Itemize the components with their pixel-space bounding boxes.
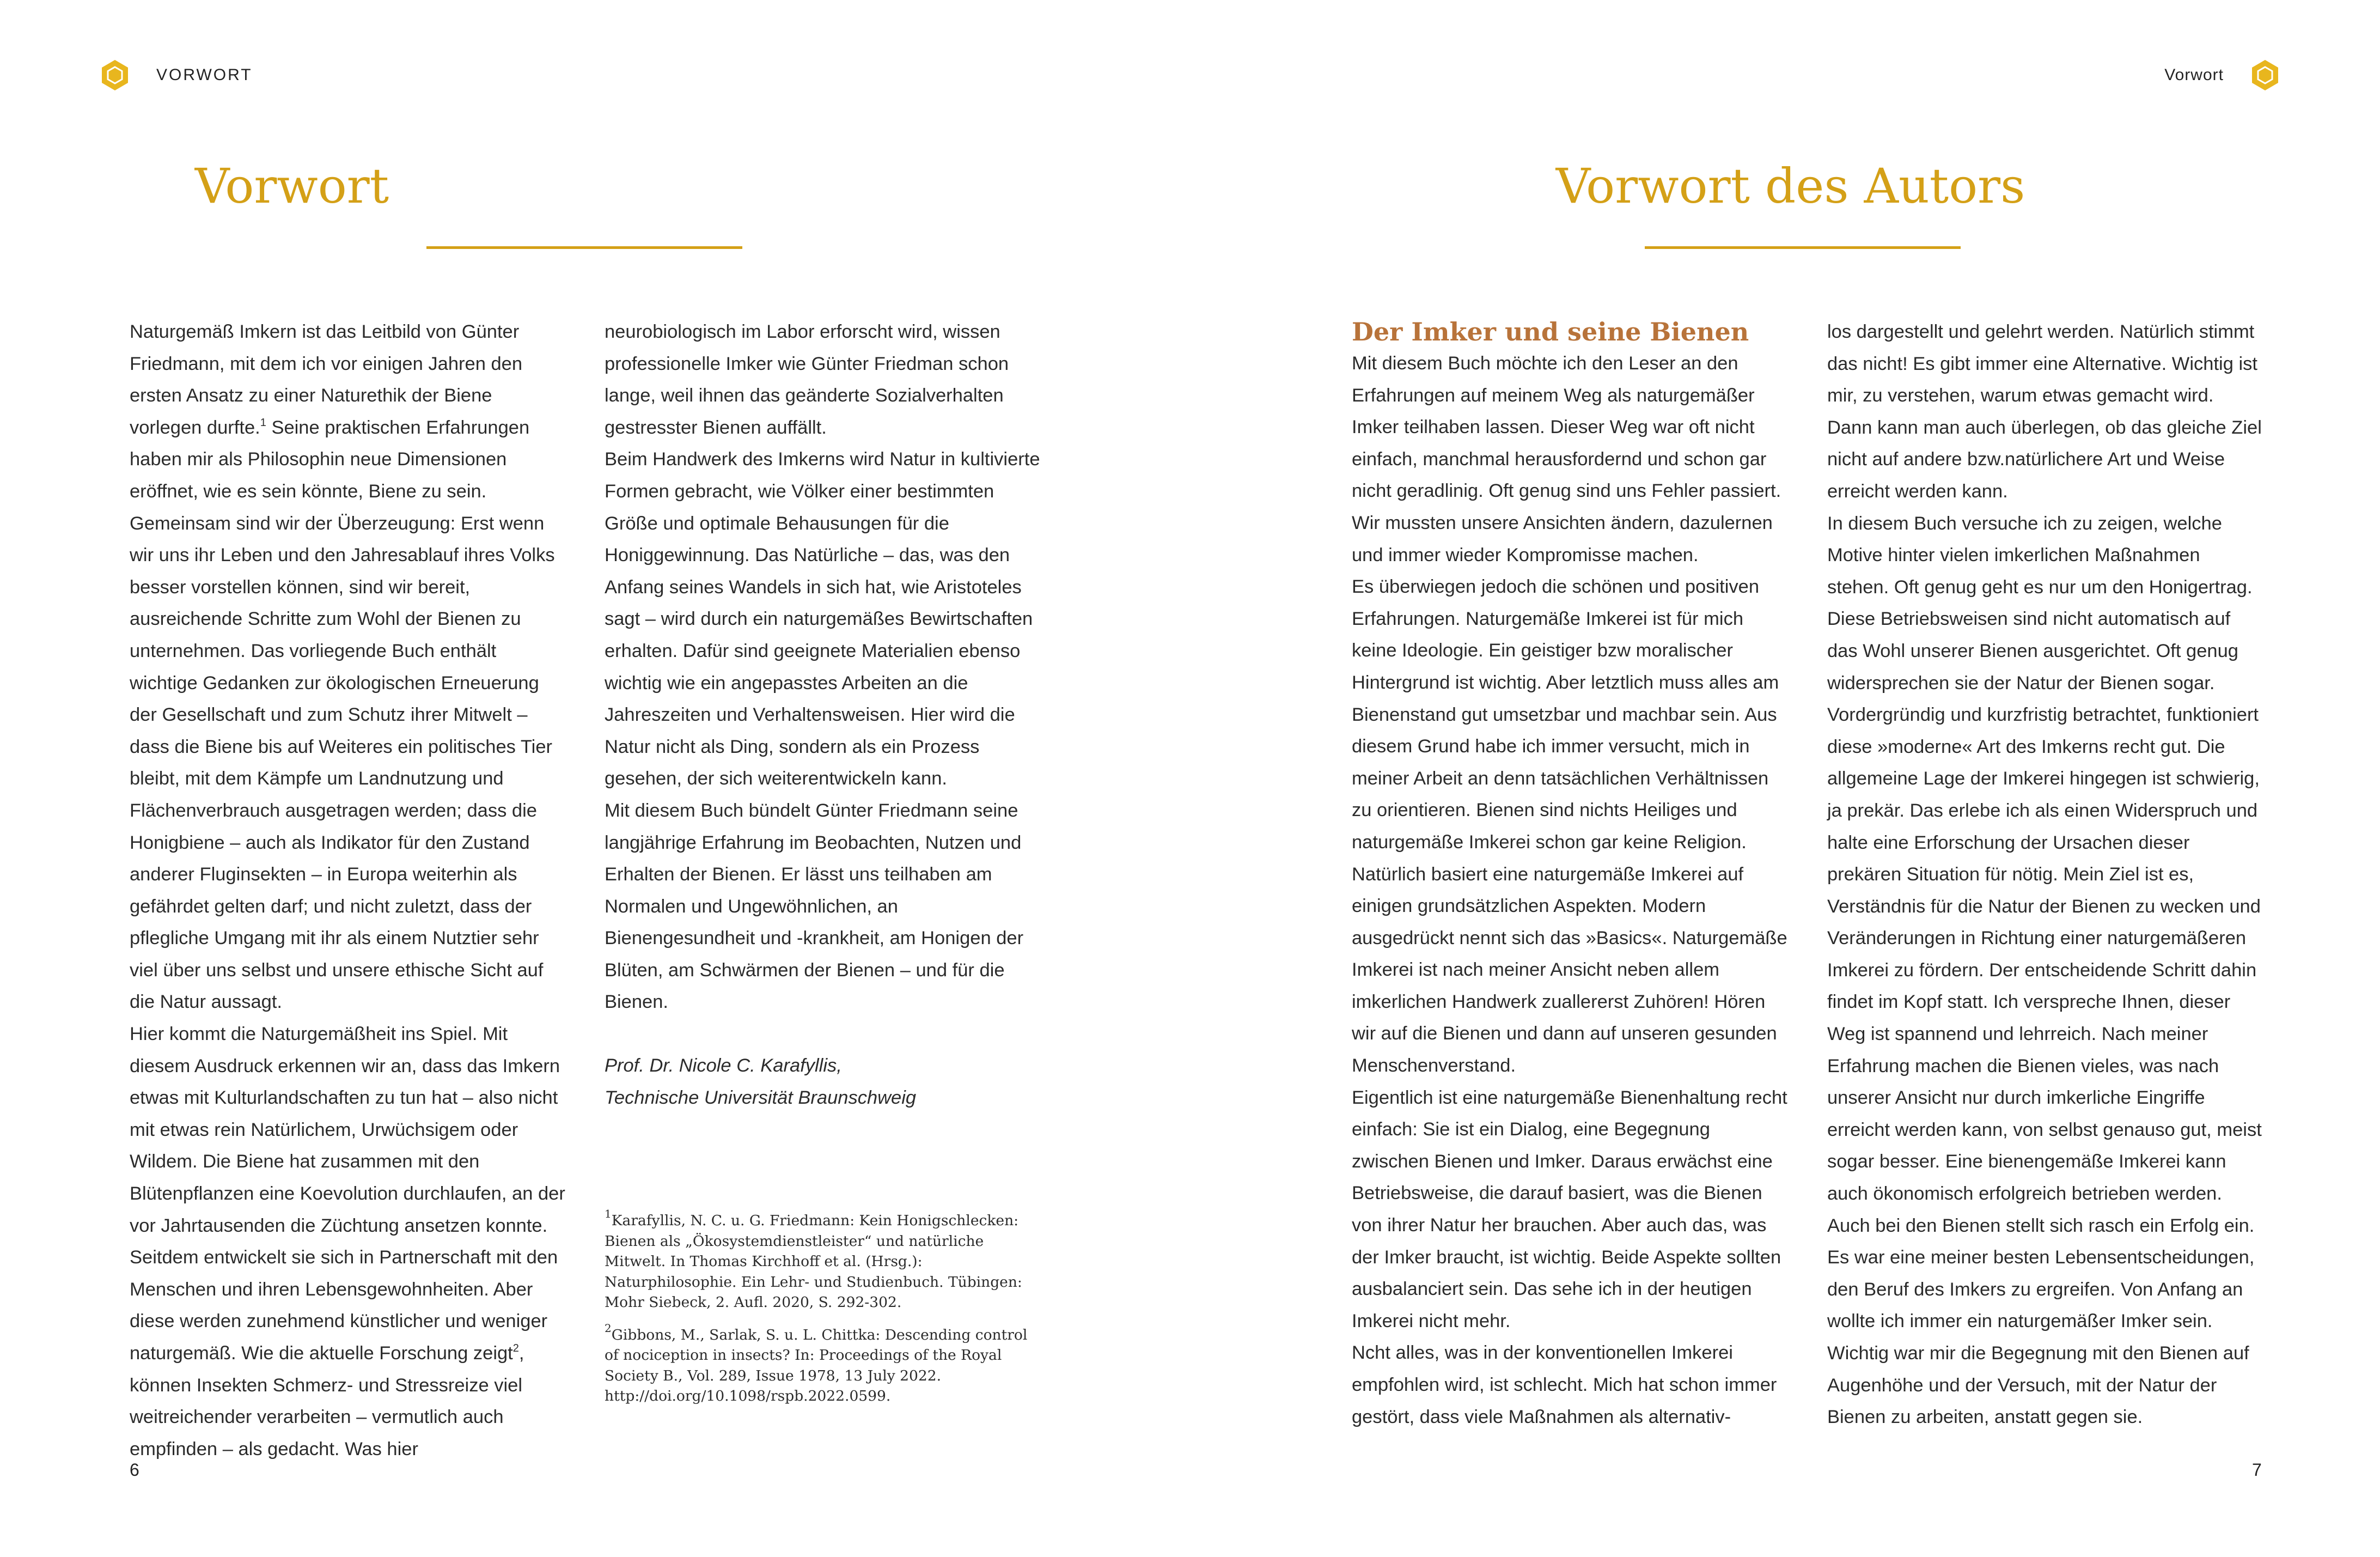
footnote-ref[interactable]: 2 [512,1342,519,1354]
signature [605,1050,1040,1114]
paragraph: los dargestellt und gelehrt werden. Natürlich stimmt das nicht! Es gibt immer eine Alternative. Wichtig ist mir, zu verstehen, warum etwas gemacht wird. Dann kann man auch überlegen, ob das gleiche Ziel nicht auf andere bzw.natürlichere Art und Weise erreicht werden kann. [1827,321,2262,502]
footnote-ref[interactable]: 1 [260,416,266,429]
paragraph: Mit diesem Buch bündelt Günter Friedmann seine langjährige Erfahrung im Beobachten, Nutzen und Erhalten der Bienen. Er lässt uns teilhaben am Normalen und Ungewöhnlichen, an Bienengesundheit und -krankheit, am Honigen der Blüten, am Schwärmen der Bienen – und für die Bienen. [605,800,1024,1013]
running-head-text: Vorwort [2164,66,2224,84]
page-number: 6 [130,1460,139,1480]
paragraph: Ncht alles, was in der konventionellen Imkerei empfohlen wird, ist schlecht. Mich hat schon immer gestört, dass viele Maßnahmen als alternativ- [1352,1342,1777,1427]
paragraph: Auch bei den Bienen stellt sich rasch ein Erfolg ein. Es war eine meiner besten Lebensentscheidungen, den Beruf des Imkers zu ergreifen. Von Anfang an wollte ich immer ein naturgemäßer Imker sein. Wichtig war mir die Begegnung mit den Bienen auf Augenhöhe und der Versuch, mit der Natur der Bienen zu arbeiten, anstatt gegen sie. [1827,1215,2255,1428]
text-column-2 [605,316,1040,1114]
section-subheading: Der Imker und seine Bienen [1352,317,1749,346]
paragraph: Eigentlich ist eine naturgemäße Bienenhaltung recht einfach: Sie ist ein Dialog, eine Begegnung zwischen Bienen und Imker. Daraus erwächst eine Betriebsweise, die darauf basiert, was die Bienen von ihrer Natur her brauchen. Aber auch das, was der Imker braucht, ist wichtig. Beide Aspekte sollten ausbalanciert sein. Das sehe ich in der heutigen Imkerei nicht mehr. [1352,1087,1787,1331]
hexagon-honeycomb-icon [101,59,129,92]
text-column-2 [1827,316,2263,1433]
hexagon-honeycomb-icon [2251,59,2279,92]
text-column-1 [1352,316,1787,1433]
paragraph: Es überwiegen jedoch die schönen und positiven Erfahrungen. Naturgemäße Imkerei ist für mich keine Ideologie. Ein geistiger bzw moralischer Hintergrund ist wichtig. Aber letztlich muss alles am Bienenstand gut umsetzbar und machbar sein. Aus diesem Grund habe ich immer versucht, mich in meiner Arbeit an denn tatsächlichen Verhältnissen zu orientieren. Bienen sind nichts Heiliges und naturgemäße Imkerei schon gar keine Religion. [1352,576,1779,853]
paragraph: Hier kommt die Naturgemäßheit ins Spiel. Mit diesem Ausdruck erkennen wir an, dass das Imkern etwas mit Kulturlandschaften zu tun hat – also nicht mit etwas rein Natürlichem, Urwüchsigem oder Wildem. Die Biene hat zusammen mit den Blütenpflanzen eine Koevolution durchlaufen, an der vor Jahrtausenden die Züchtung ansetzen konnte. Seitdem entwickelt sie sich in Partnerschaft mit den Menschen und ihren Lebensgewohnheiten. Aber diese werden zunehmend künstlicher und weniger naturgemäß. Wie die aktuelle Forschung zeigt$^2$, können Insekten Schmerz- und Stressreize viel weitreichender verarbeiten – vermutlich auch empfinden – als gedacht. Was hier [130,1024,565,1459]
paragraph: Naturgemäß Imkern ist das Leitbild von Günter Friedmann, mit dem ich vor einigen Jahren den ersten Ansatz zu einer Naturethik der Biene vorlegen durfte.$^1$ Seine praktischen Erfahrungen haben mir als Philosophin neue Dimensionen eröffnet, wie es sein könnte, Biene zu sein. Gemeinsam sind wir der Überzeugung: Erst wenn wir uns ihr Leben und den Jahresablauf ihres Volks besser vorstellen können, sind wir bereit, ausreichende Schritte zum Wohl der Bienen zu unternehmen. Das vorliegende Buch enthält wichtige Gedanken zur ökologischen Erneuerung der Gesellschaft und zum Schutz ihrer Mitwelt – dass die Biene bis auf Weiteres ein politisches Tier bleibt, mit dem Kämpfe um Landnutzung und Flächenverbrauch ausgetragen werden; dass die Honigbiene – auch als Indikator für den Zustand anderer Fluginsekten – in Europa weiterhin als gefährdet gelten darf; und nicht zuletzt, dass der pflegliche Umgang mit ihr als einem Nutztier sehr viel über uns selbst und unsere ethische Sicht auf die Natur aussagt. [130,321,555,1013]
page-number: 7 [2252,1460,2262,1480]
footnote: $^2$Gibbons, M., Sarlak, S. u. L. Chittka: Descending control of nociception in insects? In: Proceedings of the Royal Society B., Vol. 289, Issue 1978, 13 July 2022. http://doi.org/10.1098/rspb.2022.0599. [605,1321,1028,1404]
page-title: Vorwort [194,158,389,214]
paragraph: In diesem Buch versuche ich zu zeigen, welche Motive hinter vielen imkerlichen Maßnahmen stehen. Oft genug geht es nur um den Honigertrag. Diese Betriebsweisen sind nicht automatisch auf das Wohl unserer Bienen ausgerichtet. Oft genug widersprechen sie der Natur der Bienen sogar. Vordergründig und kurzfristig betrachtet, funktioniert diese »moderne« Art des Imkerns recht gut. Die allgemeine Lage der Imkerei hingegen ist schwierig, ja prekär. Das erlebe ich als einen Widerspruch und halte eine Erforschung der Ursachen dieser prekären Situation für nötig. Mein Ziel ist es, Verständnis für die Natur der Bienen zu wecken und Veränderungen in Richtung einer naturgemäßeren Imkerei zu fördern. Der entscheidende Schritt dahin findet im Kopf statt. Ich verspreche Ihnen, dieser Weg ist spannend und lehrreich. Nach meiner Erfahrung machen die Bienen vieles, was nach unserer Ansicht nur durch imkerliche Eingriffe erreicht werden kann, von selbst genauso gut, meist sogar besser. Eine bienengemäße Imkerei kann auch ökonomisch erfolgreich betrieben werden. [1827,513,2262,1205]
paragraph: neurobiologisch im Labor erforscht wird, wissen professionelle Imker wie Günter Friedman schon lange, weil ihnen das geänderte Sozialverhalten gestresster Bienen auffällt. [605,321,1009,438]
paragraph: Beim Handwerk des Imkerns wird Natur in kultivierte Formen gebracht, wie Völker einer bestimmten Größe und optimale Behausungen für die Honiggewinnung. Das Natürliche – das, was den Anfang seines Wandels in sich hat, wie Aristoteles sagt – wird durch ein naturgemäßes Bewirtschaften erhalten. Dafür sind geeignete Materialien ebenso wichtig wie ein angepasstes Arbeiten an die Jahreszeiten und Verhaltensweisen. Hier wird die Natur nicht als Ding, sondern als ein Prozess gesehen, der sich weiterentwickeln kann. [605,449,1040,789]
page-title: Vorwort des Autors [1555,158,2025,214]
running-header [101,59,253,92]
right-page [1190,0,2380,1557]
footnote: $^1$Karafyllis, N. C. u. G. Friedmann: Kein Honigschlecken: Bienen als „Ökosystemdienstleister“ und natürliche Mitwelt. In Thomas Kirchhoff et al. (Hrsg.): Naturphilosophie. Ein Lehr- und Studienbuch. Tübingen: Mohr Siebeck, 2. Aufl. 2020, S. 292-302. [605,1207,1022,1311]
running-head-text: VORWORT [156,66,253,84]
title-underline [426,246,742,249]
title-underline [1645,246,1961,249]
signature-name: Prof. Dr. Nicole C. Karafyllis, [605,1055,842,1076]
text-column-1 [130,316,565,1465]
running-header [2164,59,2279,92]
paragraph: Mit diesem Buch möchte ich den Leser an den Erfahrungen auf meinem Weg als naturgemäßer Imker teilhaben lassen. Dieser Weg war oft nicht einfach, manchmal herausfordernd und schon gar nicht geradlinig. Oft genug sind uns Fehler passiert. Wir mussten unsere Ansichten ändern, dazulernen und immer wieder Kompromisse machen. [1352,353,1781,565]
signature-affiliation: Technische Universität Braunschweig [605,1087,917,1108]
footnotes [605,1207,1040,1419]
paragraph: Natürlich basiert eine naturgemäße Imkerei auf einigen grundsätzlichen Aspekten. Modern ausgedrückt nennt sich das »Basics«. Naturgemäße Imkerei ist nach meiner Ansicht neben allem imkerlichen Handwerk zuallererst Zuhören! Hören wir auf die Bienen und dann auf unseren gesunden Menschenverstand. [1352,863,1787,1076]
